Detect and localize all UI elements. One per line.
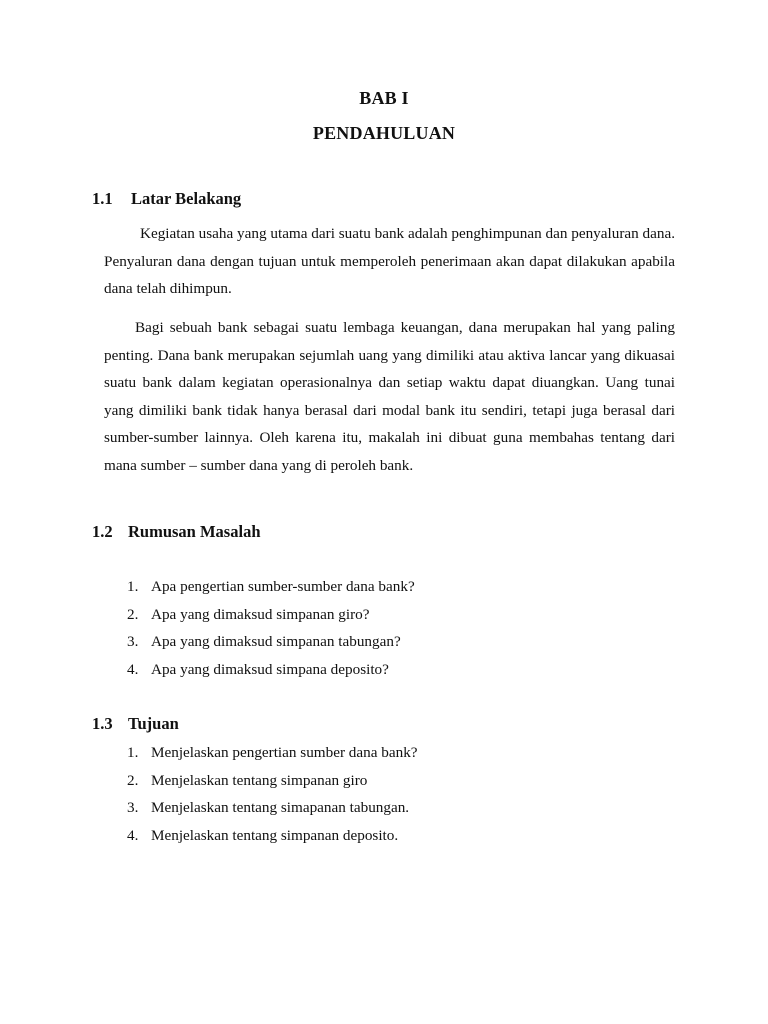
list-item: [127, 656, 415, 684]
paragraph-2: Bagi sebuah bank sebagai suatu lembaga keuangan, dana merupakan hal yang paling penting. Dana bank merupakan sejumlah uang yang dimiliki atau aktiva lancar yang dikuasai suatu bank dalam kegiatan operasionalnya dan setiap waktu dapat diuangkan. Uang tunai yang dimiliki bank tidak hanya berasal dari modal bank itu sendiri, tetapi juga berasal dari sumber-sumber lainnya. Oleh karena itu, makalah ini dibuat guna membahas tentang dari mana sumber – sumber dana yang di peroleh bank.: [104, 319, 675, 474]
list-text: Apa yang dimaksud simpanan tabungan?: [151, 633, 401, 650]
rumusan-masalah-list: [127, 573, 415, 683]
section-title: Latar Belakang: [131, 189, 242, 208]
section-title: Tujuan: [128, 714, 179, 733]
list-number: 2.: [127, 605, 139, 623]
list-item: [127, 601, 415, 629]
list-item: [127, 767, 418, 795]
list-number: 4.: [127, 826, 139, 844]
section-title: Rumusan Masalah: [128, 522, 261, 541]
list-number: 1.: [127, 578, 139, 595]
list-number: 4.: [127, 660, 139, 678]
list-text: Apa yang dimaksud simpanan giro?: [151, 605, 370, 623]
list-number: 1.: [127, 744, 139, 761]
list-text: Menjelaskan tentang simpanan giro: [151, 771, 368, 789]
chapter-title: PENDAHULUAN: [312, 123, 456, 143]
section-number: 1.3: [92, 714, 113, 733]
list-number: 3.: [127, 633, 139, 650]
chapter-number: BAB I: [359, 88, 409, 108]
section-heading-rumusan-masalah: [92, 522, 261, 542]
list-text: Apa pengertian sumber-sumber dana bank?: [151, 578, 415, 595]
list-item: [127, 822, 418, 850]
list-number: 3.: [127, 799, 139, 816]
list-item: [127, 628, 415, 656]
list-item: [127, 573, 415, 601]
section-number: 1.2: [92, 522, 113, 541]
list-text: Apa yang dimaksud simpana deposito?: [151, 660, 389, 678]
section-heading-tujuan: [92, 714, 179, 734]
list-text: Menjelaskan pengertian sumber dana bank?: [151, 744, 418, 761]
paragraph-1: Kegiatan usaha yang utama dari suatu bank adalah penghimpunan dan penyaluran dana. Penyaluran dana dengan tujuan untuk memperoleh penerimaan akan dapat dilakukan apabila dana telah dihimpun.: [104, 225, 675, 298]
list-item: [127, 794, 418, 822]
list-text: Menjelaskan tentang simpanan deposito.: [151, 826, 399, 844]
list-item: [127, 739, 418, 767]
section-number: 1.1: [92, 189, 113, 208]
tujuan-list: [127, 739, 418, 849]
section-heading-latar-belakang: [92, 189, 241, 209]
list-number: 2.: [127, 771, 139, 789]
list-text: Menjelaskan tentang simapanan tabungan.: [151, 799, 410, 816]
